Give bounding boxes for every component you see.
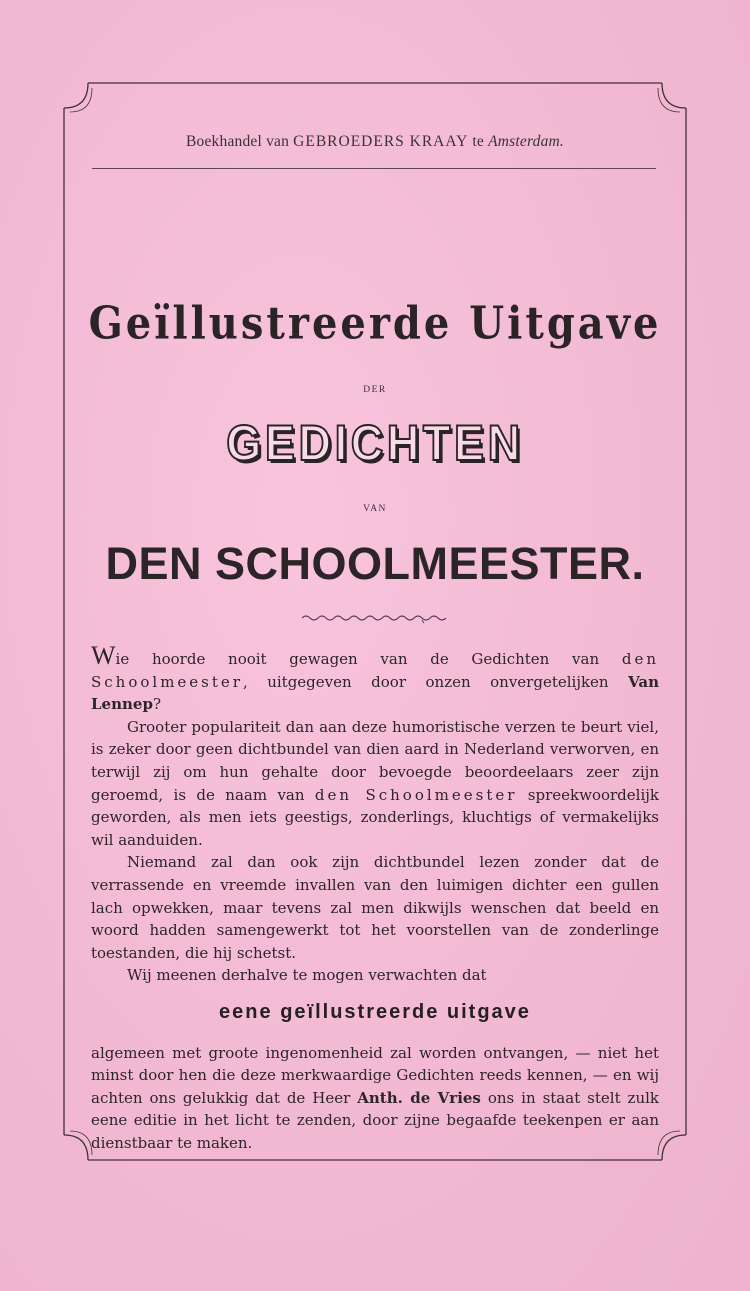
p1-schoolmeester: den Schoolmeester (91, 650, 659, 691)
title-van: VAN (363, 504, 387, 514)
paragraph-5 (91, 1042, 659, 1155)
p5-illustrator-name: Anth. de Vries (357, 1088, 481, 1107)
p1-text-b: , uitgegeven door onzen onvergetelijken (242, 672, 609, 691)
title-line-3: DEN SCHOOLMEESTER. (105, 538, 645, 589)
paragraph-3: Niemand zal dan ook zijn dichtbundel lezen zonder dat de verrassende en vreemde invallen van den luimigen dichter een gullen lach opwekken, maar tevens zal men dikwijls wenschen dat beeld en woord hadden samengewerkt tot het voorstellen van de zonderlinge toestanden, die hij schetst. (91, 853, 659, 962)
emphasis-line: eene geïllustreerde uitgave (219, 1000, 531, 1023)
header-rule (92, 168, 656, 169)
body-text (91, 641, 659, 1154)
title-line-2: GEDICHTEN (226, 415, 524, 471)
header-city: Amsterdam. (488, 133, 564, 150)
title-der: DER (363, 385, 387, 395)
p2-text-a: Grooter populariteit dan aan deze humoristische verzen te beurt viel, is zeker door geen dichtbundel van dien aard in Nederland verworven, en terwijl zij om hun gehalte door bevoegde beoordeelaars zeer zijn geroemd, is de naam van (91, 717, 659, 804)
header-middle: te (472, 133, 485, 150)
p1-van-lennep: Van Lennep (91, 672, 659, 714)
p2-schoolmeester: den Schoolmeester (314, 785, 518, 804)
title-line-1: Geïllustreerde Uitgave (88, 297, 662, 350)
header-publisher: GEBROEDERS KRAAY (293, 133, 469, 150)
p1-text-a: ie hoorde nooit gewagen van de Gedichten van (115, 650, 600, 668)
paragraph-2 (91, 716, 659, 852)
p2-text-b: spreekwoordelijk geworden, als men iets geestigs, zonderlings, kluchtigs of vermakelijks wil aanduiden. (91, 785, 659, 849)
bookshop-header (92, 133, 658, 151)
wavy-divider (300, 612, 450, 624)
paragraph-4: Wij meenen derhalve te mogen verwachten dat (127, 966, 487, 985)
paragraph-1 (91, 641, 659, 716)
p5-text-b: ons in staat stelt zulk eene editie in het licht te zenden, door zijne begaafde teekenpen er aan dienstbaar te maken. (91, 1088, 659, 1152)
header-prefix: Boekhandel van (185, 133, 290, 150)
p5-text-a: algemeen met groote ingenomenheid zal worden ontvangen, — niet het minst door hen die deze merkwaardige Gedichten reeds kennen, — en wij achten ons gelukkig dat de Heer (91, 1043, 659, 1107)
drop-cap: W (91, 641, 116, 670)
p1-text-c: ? (152, 695, 161, 714)
